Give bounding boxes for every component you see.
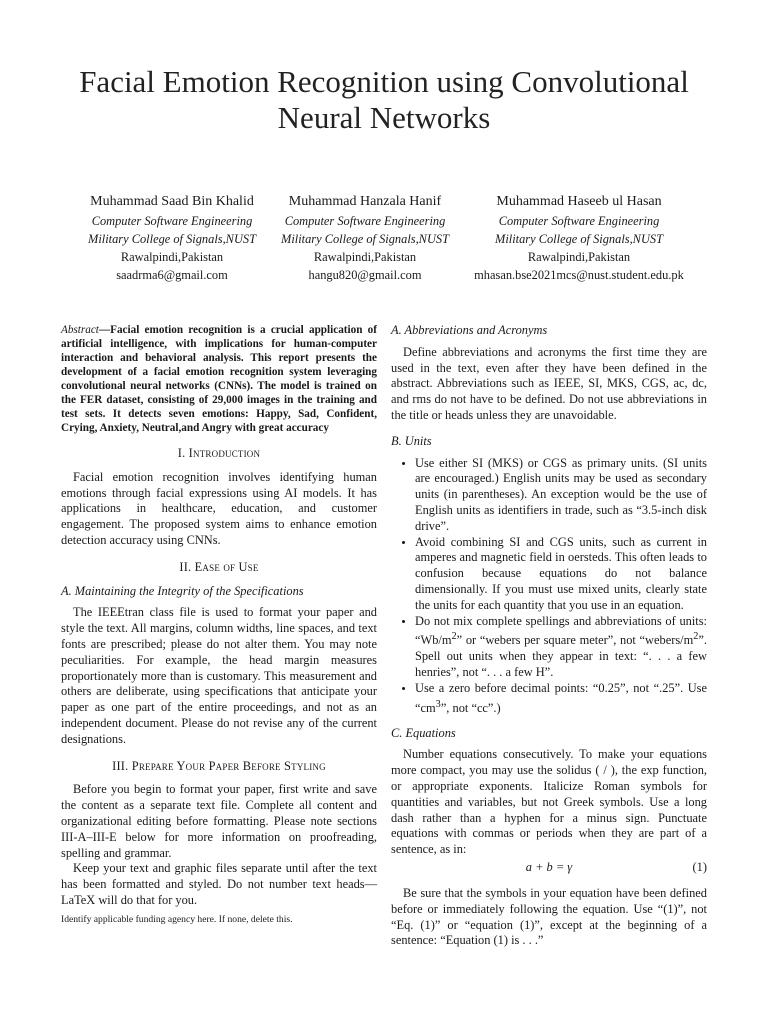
equations-after-paragraph: Be sure that the symbols in your equation have been defined before or immediately following the equation. Use “(1)”, not “Eq. (1)” or “equation (1)”, except at the beginning of a sentence: “Equation (1) is . . .” bbox=[391, 885, 707, 948]
abstract-label: Abstract bbox=[61, 324, 99, 336]
author-block-3 bbox=[459, 192, 699, 284]
equation-formula: a + b = γ bbox=[525, 859, 573, 874]
author-block-2 bbox=[245, 192, 485, 284]
prepare-paragraph-1: Before you begin to format your paper, first write and save the content as a separate text file. Complete all content and organizational editing before formatting. Please note sections III-A–III-E below for more information on proofreading, spelling and grammar. bbox=[61, 782, 377, 860]
superscript: 2 bbox=[451, 631, 457, 643]
author-department: Computer Software Engineering bbox=[498, 214, 660, 228]
author-name: Muhammad Saad Bin Khalid bbox=[90, 194, 254, 209]
author-email: saadrma6@gmail.com bbox=[116, 268, 228, 282]
right-column bbox=[391, 323, 707, 949]
author-department: Computer Software Engineering bbox=[91, 214, 253, 228]
author-organization: Military College of Signals,NUST bbox=[281, 232, 449, 246]
section-heading-prepare: III. Prepare Your Paper Before Styling bbox=[112, 758, 326, 773]
units-text: ” or “webers per square meter”, not “webers/m bbox=[456, 633, 694, 648]
subsection-heading-equations: C. Equations bbox=[391, 725, 456, 740]
abstract-text: Facial emotion recognition is a crucial application of artificial intelligence, with implications for human-computer interaction and behavioral analysis. This report presents the development of a facial emotion recognition system leveraging convolutional neural networks (CNNs). The model is trained on the FER dataset, consisting of 29,000 images in the training and test sets. It detects seven emotions: Happy, Sad, Confident, Crying, Anxiety, Neutral,and Angry with great accuracy bbox=[61, 324, 377, 434]
author-city: Rawalpindi,Pakistan bbox=[313, 250, 417, 264]
equation-number: (1) bbox=[692, 859, 707, 874]
author-organization: Military College of Signals,NUST bbox=[495, 232, 663, 246]
ease-paragraph: The IEEEtran class file is used to format your paper and style the text. All margins, column widths, line spaces, and text fonts are prescribed; please do not alter them. You may note peculiarities. For example, the head margin measures proportionately more than is customary. This measurement and others are deliberate, using specifications that anticipate your paper as one part of the entire proceedings, and not as an independent document. Please do not revise any of the current designations. bbox=[61, 605, 377, 746]
author-city: Rawalpindi,Pakistan bbox=[527, 250, 631, 264]
equations-paragraph: Number equations consecutively. To make your equations more compact, you may use the solidus ( / ), the exp function, or appropriate exponents. Italicize Roman symbols for quantities and variables, but not Greek symbols. Use a long dash rather than a hyphen for a minus sign. Punctuate equations with commas or periods when they are part of a sentence, as in: bbox=[391, 747, 707, 857]
list-item: • Use either SI (MKS) or CGS as primary units. (SI units are encouraged.) English units may be used as secondary units (in parentheses). An exception would be the use of English units as identifiers in trade, such as “3.5-inch disk drive”. bbox=[415, 456, 707, 535]
list-item: • Avoid combining SI and CGS units, such as current in amperes and magnetic field in oersteds. This often leads to confusion because equations do not balance dimensionally. If you must use mixed units, clearly state the units for each quantity that you use in an equation. bbox=[415, 535, 707, 614]
units-text: ”, not “cc”.) bbox=[440, 700, 501, 715]
units-text: ”. Spell out units when they appear in text: “. . . a few henries”, not “. . . a few H”. bbox=[415, 633, 707, 680]
funding-footnote: Identify applicable funding agency here. If none, delete this. bbox=[61, 914, 293, 925]
superscript: 3 bbox=[435, 698, 441, 710]
author-city: Rawalpindi,Pakistan bbox=[120, 250, 224, 264]
prepare-text-start: Keep your text and graphic files separate until after the text has been formatted and styled. Do not number text heads— bbox=[61, 861, 377, 892]
subsection-heading-units: B. Units bbox=[391, 433, 432, 448]
abstract bbox=[61, 323, 377, 435]
author-organization: Military College of Signals,NUST bbox=[88, 232, 256, 246]
subsection-heading-integrity: A. Maintaining the Integrity of the Specifications bbox=[61, 583, 304, 598]
section-heading-introduction: I. Introduction bbox=[177, 446, 261, 460]
superscript: 2 bbox=[693, 631, 699, 643]
author-department: Computer Software Engineering bbox=[284, 214, 446, 228]
prepare-paragraph-2 bbox=[61, 861, 377, 908]
latex-logo: LaTeX bbox=[61, 892, 96, 907]
prepare-text-end: will do that for you. bbox=[95, 892, 198, 907]
paper-title bbox=[40, 64, 728, 136]
abstract-dash: — bbox=[98, 324, 111, 336]
subsection-heading-abbreviations: A. Abbreviations and Acronyms bbox=[391, 323, 548, 337]
author-email: mhasan.bse2021mcs@nust.student.edu.pk bbox=[474, 268, 684, 282]
section-heading-ease-of-use: II. Ease of Use bbox=[179, 559, 259, 574]
author-name: Muhammad Haseeb ul Hasan bbox=[496, 194, 662, 209]
equation-1 bbox=[391, 860, 707, 880]
title-line-1: Facial Emotion Recognition using Convolutional bbox=[79, 64, 689, 99]
title-line-2: Neural Networks bbox=[277, 100, 491, 135]
list-item bbox=[415, 614, 707, 681]
units-text: Use a zero before decimal points: “0.25”, not “.25”. Use “cm bbox=[415, 680, 707, 715]
author-email: hangu820@gmail.com bbox=[308, 268, 422, 282]
abbreviations-paragraph: Define abbreviations and acronyms the first time they are used in the text, even after they have been defined in the abstract. Abbreviations such as IEEE, SI, MKS, CGS, ac, dc, and rms do not have to be defined. Do not use abbreviations in the title or heads unless they are unavoidable. bbox=[391, 344, 707, 422]
units-list bbox=[391, 456, 707, 717]
left-column bbox=[61, 323, 377, 909]
units-text: Do not mix complete spellings and abbreviations of units: “Wb/m bbox=[415, 613, 707, 648]
list-item bbox=[415, 681, 707, 717]
author-name: Muhammad Hanzala Hanif bbox=[288, 194, 442, 209]
intro-paragraph: Facial emotion recognition involves identifying human emotions through facial expressions using AI models. It has applications in healthcare, education, and customer engagement. The proposed system aims to enhance emotion detection accuracy using CNNs. bbox=[61, 469, 377, 547]
